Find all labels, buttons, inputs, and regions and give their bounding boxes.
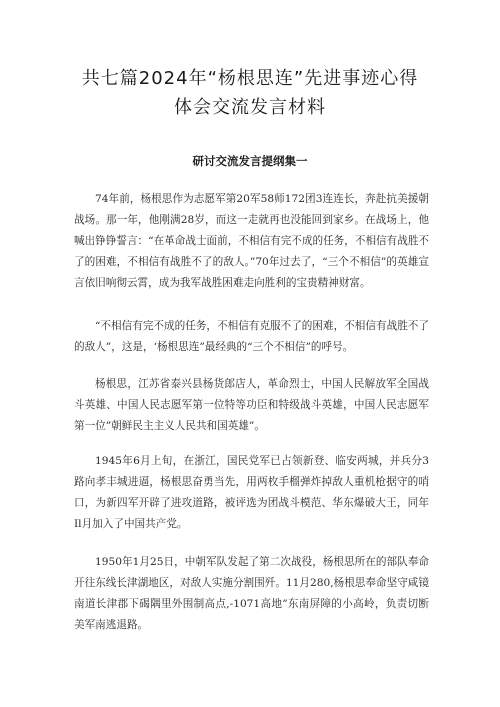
document-title-line-1: 共七篇2024年“杨根思连”先进事迹心得 [81, 68, 419, 89]
section-subheading: 研讨交流发言提纲集一 [192, 154, 308, 168]
document-title-line-2: 体会交流发言材料 [174, 97, 326, 118]
paragraph: 74年前，杨根思作为志愿军第20军58师172团3连连长，奔赴抗美援朝战场。那一年，他刚满28岁，而这一走就再也没能回到家乡。在战场上，他喊出铮铮誓言：“在革命战士面前，不相信有完不成的任务，不相信有战胜不了的困难，不相信有战胜不了的敌人。”70年过去了，“三个不相信”的英雄宣言依旧响彻云霄，成为我军战胜困难走向胜利的宝贵精神财富。 [74, 193, 430, 289]
paragraph: 1945年6月上旬，在浙江，国民党军已占领新登、临安两城，并兵分3路向孝丰城进逼，杨根思奋勇当先，用两枚手榴弹炸掉敌人重机枪据守的哨口，为新四军开辟了进攻道路，被评选为团战斗模范、华东爆破大王，同年Il月加入了中国共产党。 [74, 455, 429, 530]
paragraph: “不相信有完不成的任务，不相信有克服不了的困难，不相信有战胜不了的敌人”，这是，‘杨根思连”最经典的“三个不相信”的呼号。 [74, 320, 429, 353]
paragraph: 杨根思，江苏省泰兴县杨货郎店人，革命烈士，中国人民解放军全国战斗英雄、中国人民志愿军第一位特等功臣和特级战斗英雄，中国人民志愿军第一位”朝鲜民主主义人民共和国英雄”。 [74, 378, 429, 432]
paragraph: 1950年1月25日，中朝军队发起了第二次战役，杨根思所在的部队奉命开往东线长津湖地区，对敌人实施分割围歼。11月280,杨根思奉命坚守咸镜南道长津郡下碣隅里外围制高点,-1071高地”东南屏障的小高岭，负责切断美军南逃退路。 [74, 556, 429, 631]
